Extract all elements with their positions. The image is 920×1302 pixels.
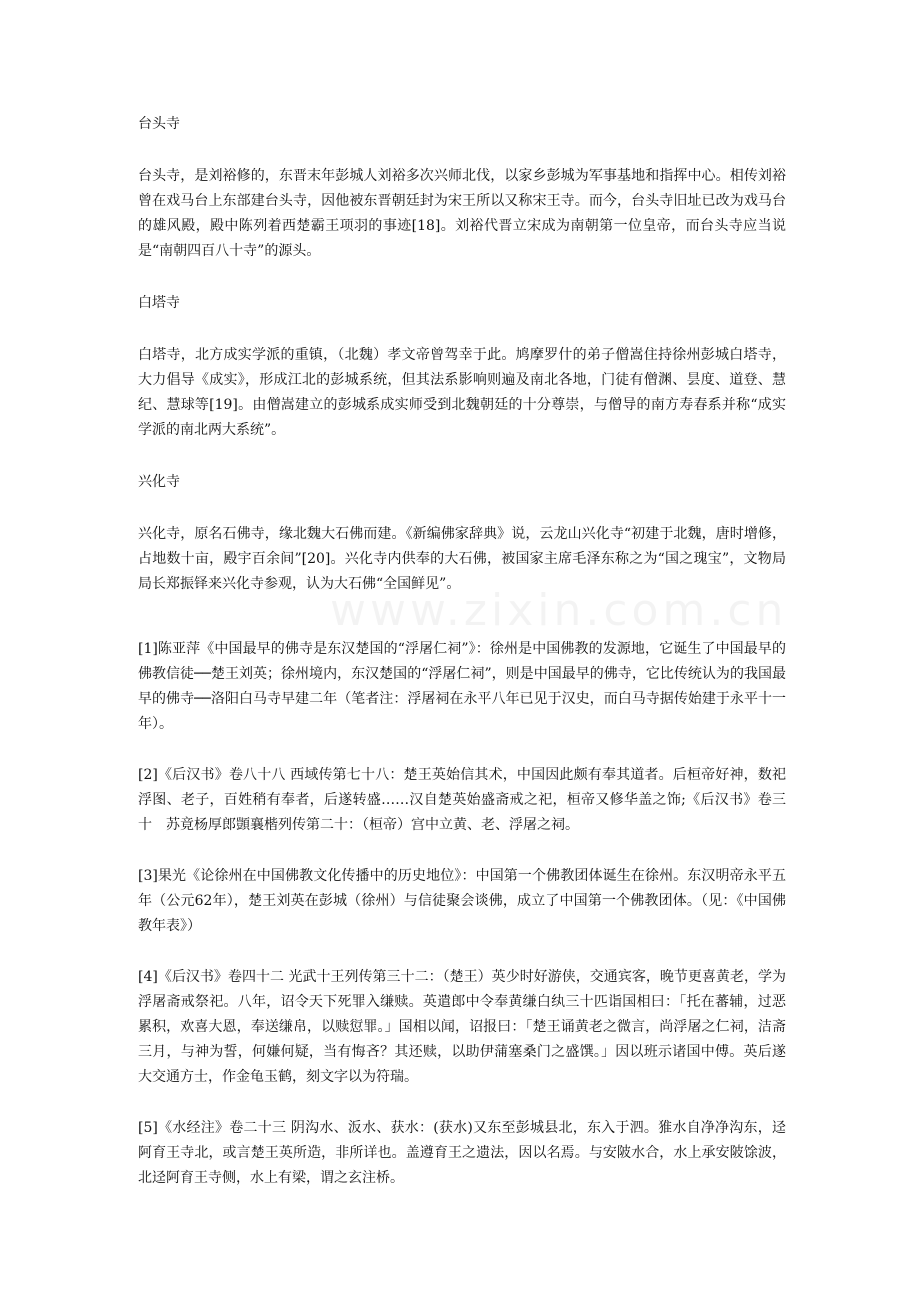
section-baita-temple: [138, 291, 786, 443]
footnote-1: [1]陈亚萍《中国最早的佛寺是东汉楚国的“浮屠仁祠”》：徐州是中国佛教的发源地，它诞生了中国最早的佛教信徒──楚王刘英；徐州境内，东汉楚国的“浮屠仁祠”，则是中国最早的佛寺，它比传统认为的我国最早的佛寺──洛阳白马寺早建二年（笔者注：浮屠祠在永平八年已见于汉史，而白马寺据传始建于永平十一年）。: [138, 641, 786, 732]
section-xinghua-temple: [138, 470, 786, 597]
section-paragraph: 白塔寺，北方成实学派的重镇，（北魏）孝文帝曾驾幸于此。鸠摩罗什的弟子僧嵩住持徐州彭城白塔寺，大力倡导《成实》，形成江北的彭城系统，但其法系影响则遍及南北各地，门徒有僧渊、昙度、道登、慧纪、慧球等[19]。由僧嵩建立的彭城系成实师受到北魏朝廷的十分尊崇，与僧导的南方寿春系并称“成实学派的南北两大系统”。: [138, 347, 786, 438]
section-title: 台头寺: [138, 116, 180, 132]
section-paragraph: 台头寺，是刘裕修的，东晋末年彭城人刘裕多次兴师北伐，以家乡彭城为军事基地和指挥中心。相传刘裕曾在戏马台上东部建台头寺，因他被东晋朝廷封为宋王所以又称宋王寺。而今，台头寺旧址已改为戏马台的雄风殿，殿中陈列着西楚霸王项羽的事迹[18]。刘裕代晋立宋成为南朝第一位皇帝，而台头寺应当说是“南朝四百八十寺”的源头。: [138, 168, 786, 259]
section-title: 白塔寺: [138, 295, 180, 311]
footnote-4: [4]《后汉书》卷四十二 光武十王列传第三十二：（楚王）英少时好游侠，交通宾客，晚节更喜黄老，学为浮屠斋戒祭祀。八年，诏令天下死罪入缣赎。英遣郎中令奉黄缣白纨三十匹诣国相曰：「托在蕃辅，过恶累积，欢喜大恩，奉送缣帛，以赎愆罪。」国相以闻，诏报曰：「楚王诵黄老之微言，尚浮屠之仁祠，洁斋三月，与神为誓，何嫌何疑，当有悔吝？其还赎，以助伊蒲塞桑门之盛馔。」因以班示诸国中傅。英后遂大交通方士，作金龟玉鹤，刻文字以为符瑞。: [138, 969, 786, 1085]
document-body: [138, 112, 786, 1217]
footnotes: [138, 637, 786, 1191]
section-paragraph: 兴化寺，原名石佛寺，缘北魏大石佛而建。《新编佛家辞典》说，云龙山兴化寺“初建于北魏，唐时增修，占地数十亩，殿宇百余间”[20]。兴化寺内供奉的大石佛，被国家主席毛泽东称之为“国之瑰宝”，文物局局长郑振铎来兴化寺参观，认为大石佛“全国鲜见”。: [138, 526, 786, 592]
footnote-2: [2]《后汉书》卷八十八 西域传第七十八：楚王英始信其术，中国因此颇有奉其道者。后桓帝好神，数祀浮图、老子，百姓稍有奉者，后遂转盛……汉自楚英始盛斋戒之祀，桓帝又修华盖之饰;《后汉书》卷三十 苏竟杨厚郎顗襄楷列传第二十：（桓帝）宫中立黄、老、浮屠之祠。: [138, 767, 786, 833]
section-taitou-temple: [138, 112, 786, 264]
section-title: 兴化寺: [138, 474, 180, 490]
footnote-3: [3]果光《论徐州在中国佛教文化传播中的历史地位》：中国第一个佛教团体诞生在徐州。东汉明帝永平五年（公元62年），楚王刘英在彭城（徐州）与信徒聚会谈佛，成立了中国第一个佛教团体。（见：《中国佛教年表》）: [138, 868, 786, 934]
footnote-5: [5]《水经注》卷二十三 阴沟水、汳水、获水：(获水)又东至彭城县北，东入于泗。猚水自净净沟东，迳阿育王寺北，或言楚王英所造，非所详也。盖遵育王之遗法，因以名焉。与安陂水合，水上承安陂馀波，北迳阿育王寺侧，水上有梁，谓之玄注桥。: [138, 1120, 786, 1186]
